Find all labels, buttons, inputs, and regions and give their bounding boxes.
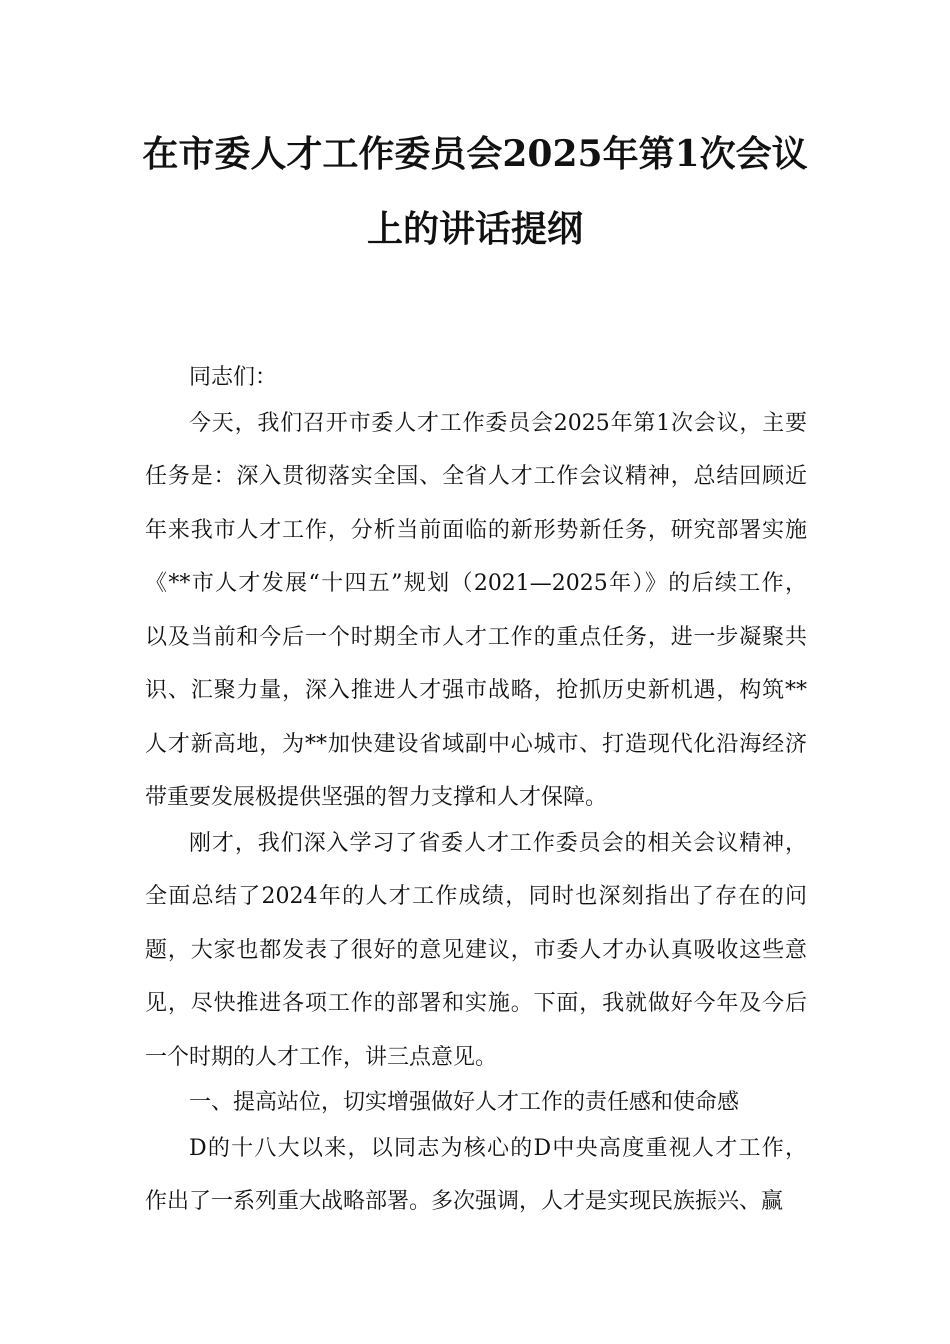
text-line: 题，大家也都发表了很好的意见建议，市委人才办认真吸收这些意 [145,937,807,963]
text-line: 人才新高地，为**加快建设省域副中心城市、打造现代化沿海经济 [145,731,807,757]
paragraph [145,400,807,828]
text-line: 以及当前和今后一个时期全市人才工作的重点任务，进一步凝聚共 [145,624,807,650]
text-line: 见，尽快推进各项工作的部署和实施。下面，我就做好今年及今后 [145,991,807,1016]
text-line: 年来我市人才工作，分析当前面临的新形势新任务，研究部署实施 [145,517,807,543]
text-line: 刚才，我们深入学习了省委人才工作委员会的相关会议精神， [189,830,807,856]
text-line: 识、汇聚力量，深入推进人才强市战略，抢抓历史新机遇，构筑** [145,678,807,703]
document-title-line-2: 上的讲话提纲 [366,208,583,250]
text-line: D的十八大以来，以同志为核心的D中央高度重视人才工作， [189,1135,807,1161]
text-line: 一、提高站位，切实增强做好人才工作的责任感和使命感 [189,1090,740,1115]
text-line: 同志们： [189,365,278,390]
text-line: 《**市人才发展“十四五”规划（2021—2025年）》的后续工作， [145,571,807,596]
paragraph [145,1125,807,1232]
text-line: 任务是：深入贯彻落实全国、全省人才工作会议精神，总结回顾近 [145,464,807,489]
text-line: 今天，我们召开市委人才工作委员会2025年第1次会议，主要 [189,410,807,436]
text-line: 全面总结了2024年的人才工作成绩，同时也深刻指出了存在的问 [145,884,807,909]
document-title-line-1: 在市委人才工作委员会2025年第1次会议 [142,133,808,175]
text-line: 一个时期的人才工作，讲三点意见。 [145,1044,498,1070]
paragraph [145,820,807,1088]
document-body [145,354,807,1232]
text-line: 带重要发展极提供坚强的智力支撑和人才保障。 [145,785,608,810]
text-line: 作出了一系列重大战略部署。多次强调，人才是实现民族振兴、赢 [145,1189,784,1214]
